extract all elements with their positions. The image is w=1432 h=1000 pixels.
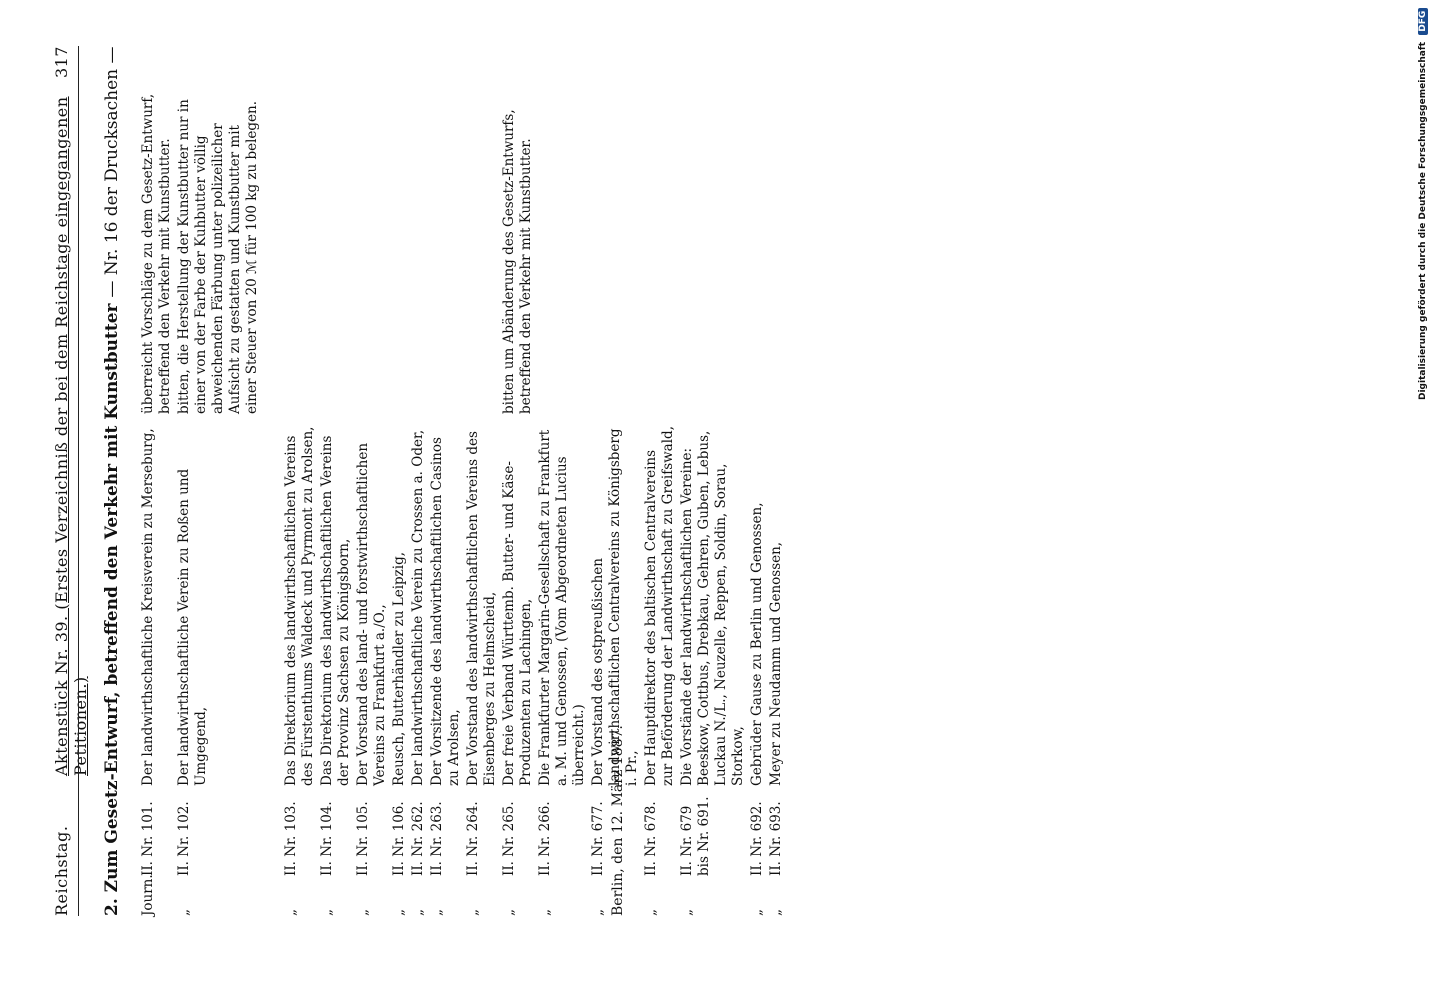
request-cell: überreicht Vorschläge zu dem Gesetz-Entwurf, betreffend den Verkehr mit Kunstbutter. bbox=[140, 93, 173, 414]
journal-cell: „ bbox=[283, 909, 299, 916]
table-row bbox=[140, 86, 174, 916]
petitioner-cell: Der Hauptdirektor des baltischen Centralvereins zur Beförderung der Landwirthschaft zu Greifswald, bbox=[643, 426, 676, 786]
table-row bbox=[355, 86, 389, 916]
journal-cell: „ bbox=[501, 909, 517, 916]
journal-cell: „ bbox=[465, 909, 481, 916]
table-row bbox=[643, 86, 677, 916]
petitioner-cell: Der Vorstand des landwirthschaftlichen Vereins des Eisenberges zu Helmscheid, bbox=[465, 431, 498, 786]
petitioner-cell: Meyer zu Neudamm und Genossen, bbox=[768, 541, 784, 786]
petitioner-cell: Der landwirthschaftliche Verein zu Crossen a. Oder, bbox=[410, 429, 426, 786]
journal-cell: „ bbox=[768, 909, 784, 916]
petitioner-cell: Der freie Verband Württemb. Butter- und Käse-Produzenten zu Lachingen, bbox=[501, 461, 534, 786]
number-cell: II. Nr. 104. bbox=[319, 801, 335, 876]
table-row bbox=[749, 86, 766, 916]
petitioner-cell: Der Vorstand des land- und forstwirthschaftlichen Vereins zu Frankfurt a./O., bbox=[355, 442, 388, 786]
request-cell bbox=[410, 86, 427, 426]
journal-cell: „ bbox=[679, 909, 695, 916]
number-cell: II. Nr. 102. bbox=[176, 801, 192, 876]
number-cell: II. Nr. 692. bbox=[749, 801, 765, 876]
section-reference: — Nr. 16 der Drucksachen — bbox=[102, 46, 122, 298]
journal-cell: „ bbox=[590, 909, 606, 916]
number-cell: II. Nr. 679 bis Nr. 691. bbox=[679, 796, 712, 876]
header-title: Aktenstück Nr. 39. (Erstes Verzeichniß der bei dem Reichstage eingegangenen Petitionen.) bbox=[52, 96, 90, 776]
number-cell: II. Nr. 263. bbox=[429, 801, 445, 876]
request-cell bbox=[679, 86, 747, 426]
request-cell: bitten um Abänderung des Gesetz-Entwurfs, betreffend den Verkehr mit Kunstbutter. bbox=[501, 109, 534, 414]
journal-cell: „ bbox=[537, 909, 553, 916]
number-cell: II. Nr. 262. bbox=[410, 801, 426, 876]
petitioner-cell: Der Vorstand des ostpreußischen landwirthschaftlichen Centralvereins zu Königsberg i. Pr., bbox=[590, 428, 640, 786]
request-cell bbox=[283, 86, 317, 426]
table-row bbox=[319, 86, 353, 916]
petitioner-cell: Der landwirthschaftliche Verein zu Roßen und Umgegend, bbox=[176, 468, 209, 786]
petitioner-cell: Das Direktorium des landwirthschaftlichen Vereins des Fürstenthums Waldeck und Pyrmont zu Arolsen, bbox=[283, 426, 316, 786]
journal-cell: „ bbox=[391, 909, 407, 916]
journal-cell: „ bbox=[176, 909, 192, 916]
header-left: Reichstag. bbox=[52, 825, 71, 916]
request-cell bbox=[319, 86, 353, 426]
request-cell bbox=[749, 86, 766, 426]
table-row bbox=[391, 86, 408, 916]
journal-cell: „ bbox=[355, 909, 371, 916]
petitioner-cell: Das Direktorium des landwirthschaftlichen Vereins der Provinz Sachsen zu Königsborn, bbox=[319, 435, 352, 786]
petitioner-cell: Der landwirthschaftliche Kreisverein zu Merseburg, bbox=[140, 428, 156, 786]
request-cell bbox=[429, 86, 463, 426]
table-row bbox=[283, 86, 317, 916]
number-cell: II. Nr. 264. bbox=[465, 801, 481, 876]
table-row bbox=[501, 86, 535, 916]
table-row bbox=[679, 86, 747, 916]
table-row bbox=[537, 86, 588, 916]
section-heading: 2. Zum Gesetz-Entwurf, betreffend den Verkehr mit Kunstbutter bbox=[102, 303, 122, 916]
dfg-notice bbox=[1418, 10, 1432, 400]
number-cell: II. Nr. 678. bbox=[643, 801, 659, 876]
number-cell: II. Nr. 266. bbox=[537, 801, 553, 876]
journal-cell: Journ. bbox=[140, 874, 156, 916]
section-title bbox=[102, 16, 122, 916]
spacer bbox=[263, 86, 283, 916]
number-cell: II. Nr. 265. bbox=[501, 801, 517, 876]
petitioner-cell: Die Frankfurter Margarin-Gesellschaft zu Frankfurt a. M. und Genossen, (Vom Abgeordneten Lucius überreicht.) bbox=[537, 429, 587, 786]
request-cell bbox=[590, 86, 641, 426]
journal-cell: „ bbox=[319, 909, 335, 916]
petitioner-cell: Die Vorstände der landwirthschaftlichen Vereine: Beeskow, Cottbus, Drebkau, Gehren, Guben, Lebus, Luckau N./L., Neuzelle, Reppen, Soldin, Sorau, Storkow, bbox=[679, 430, 746, 786]
dfg-text: Digitalisierung gefördert durch die Deutsche Forschungsgemeinschaft bbox=[1418, 41, 1428, 400]
journal-cell: „ bbox=[410, 909, 426, 916]
petitioner-cell: Der Vorsitzende des landwirthschaftlichen Casinos zu Arolsen, bbox=[429, 437, 462, 786]
dfg-text-wrap bbox=[1418, 10, 1432, 400]
dfg-logo: DFG bbox=[1418, 8, 1428, 35]
header-rule bbox=[78, 46, 79, 916]
table-row bbox=[768, 86, 785, 916]
request-cell bbox=[355, 86, 389, 426]
number-cell: II. Nr. 103. bbox=[283, 801, 299, 876]
date-footer: Berlin, den 12. März 1887. bbox=[610, 725, 626, 916]
request-cell bbox=[643, 86, 677, 426]
request-cell bbox=[465, 86, 499, 426]
journal-cell: „ bbox=[429, 909, 445, 916]
table-row bbox=[410, 86, 427, 916]
number-cell: II. Nr. 677. bbox=[590, 801, 606, 876]
petitioner-cell: Reusch, Butterhändler zu Leipzig, bbox=[391, 551, 407, 786]
number-cell: II. Nr. 693. bbox=[768, 801, 784, 876]
petition-table bbox=[140, 86, 787, 916]
request-cell bbox=[537, 86, 588, 426]
number-cell: II. Nr. 106. bbox=[391, 801, 407, 876]
journal-cell: „ bbox=[643, 909, 659, 916]
table-row bbox=[429, 86, 463, 916]
page-number: 317 bbox=[52, 46, 71, 79]
journal-cell: „ bbox=[749, 909, 765, 916]
table-row bbox=[465, 86, 499, 916]
request-cell bbox=[768, 86, 785, 426]
petitioner-cell: Gebrüder Gause zu Berlin und Genossen, bbox=[749, 502, 765, 786]
table-row bbox=[176, 86, 261, 916]
number-cell: II. Nr. 105. bbox=[355, 801, 371, 876]
request-cell: bitten, die Herstellung der Kunstbutter nur in einer von der Farbe der Kuhbutter völlig abweichenden Färbung unter polizeilicher Aufsicht zu gestatten und Kunstbutter mit einer Steuer von 20 ℳ für 100 kg zu belegen. bbox=[176, 99, 260, 414]
page-header bbox=[52, 46, 90, 916]
request-cell bbox=[391, 86, 408, 426]
number-cell: II. Nr. 101. bbox=[140, 801, 156, 876]
